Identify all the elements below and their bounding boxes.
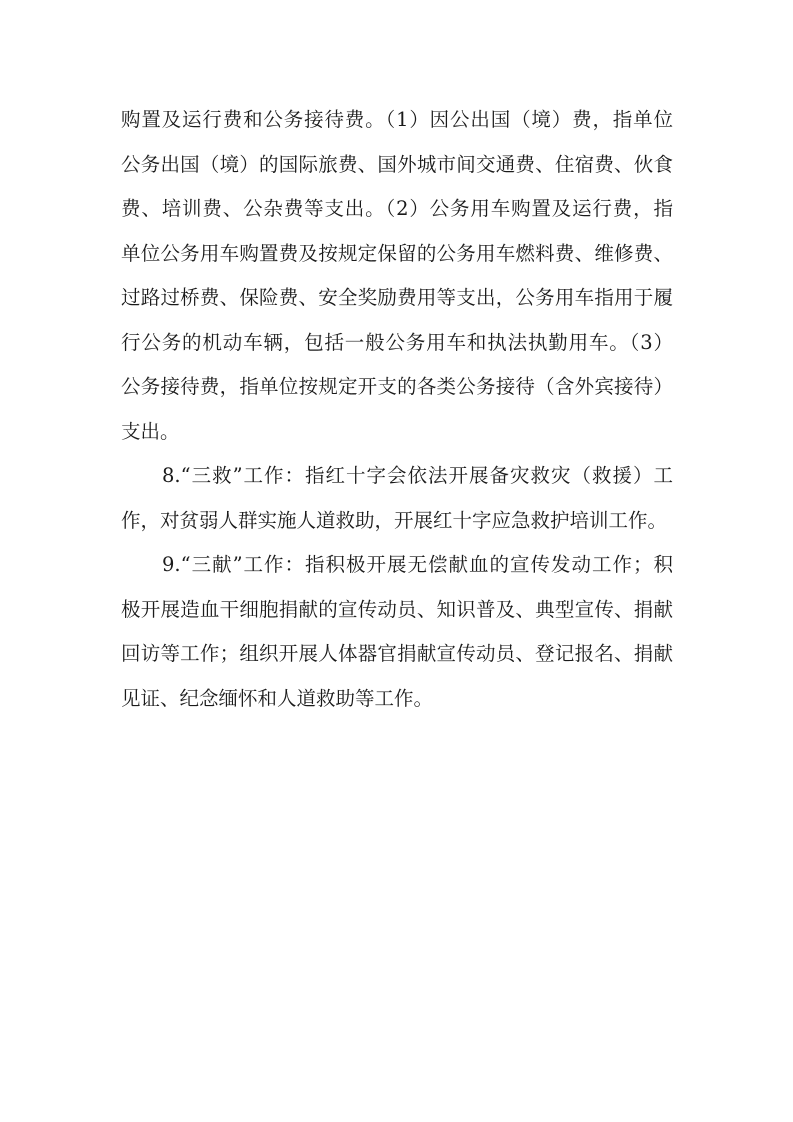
text-line: 公务出国（境）的国际旅费、国外城市间交通费、住宿费、伙食 xyxy=(121,152,673,176)
text-line: 费、培训费、公杂费等支出。（2）公务用车购置及运行费，指 xyxy=(121,197,673,220)
document-body xyxy=(121,98,673,721)
text-line: 9.“三献”工作：指积极开展无偿献血的宣传发动工作；积 xyxy=(121,553,673,576)
text-line: 公务接待费，指单位按规定开支的各类公务接待（含外宾接待） xyxy=(121,375,673,398)
text-line: 单位公务用车购置费及按规定保留的公务用车燃料费、维修费、 xyxy=(121,241,673,265)
text-line: 极开展造血干细胞捐献的宣传动员、知识普及、典型宣传、捐献 xyxy=(121,597,673,621)
text-line: 购置及运行费和公务接待费。（1）因公出国（境）费，指单位 xyxy=(121,108,673,131)
text-line: 见证、纪念缅怀和人道救助等工作。 xyxy=(121,686,434,710)
text-line: 回访等工作；组织开展人体器官捐献宣传动员、登记报名、捐献 xyxy=(121,642,673,665)
text-line: 行公务的机动车辆，包括一般公务用车和执法执勤用车。（3） xyxy=(121,330,673,354)
text-line: 支出。 xyxy=(121,419,180,443)
text-line: 作，对贫弱人群实施人道救助，开展红十字应急救护培训工作。 xyxy=(121,508,668,532)
text-line: 8.“三救”工作：指红十字会依法开展备灾救灾（救援）工 xyxy=(121,464,673,487)
text-line: 过路过桥费、保险费、安全奖励费用等支出，公务用车指用于履 xyxy=(121,286,673,309)
